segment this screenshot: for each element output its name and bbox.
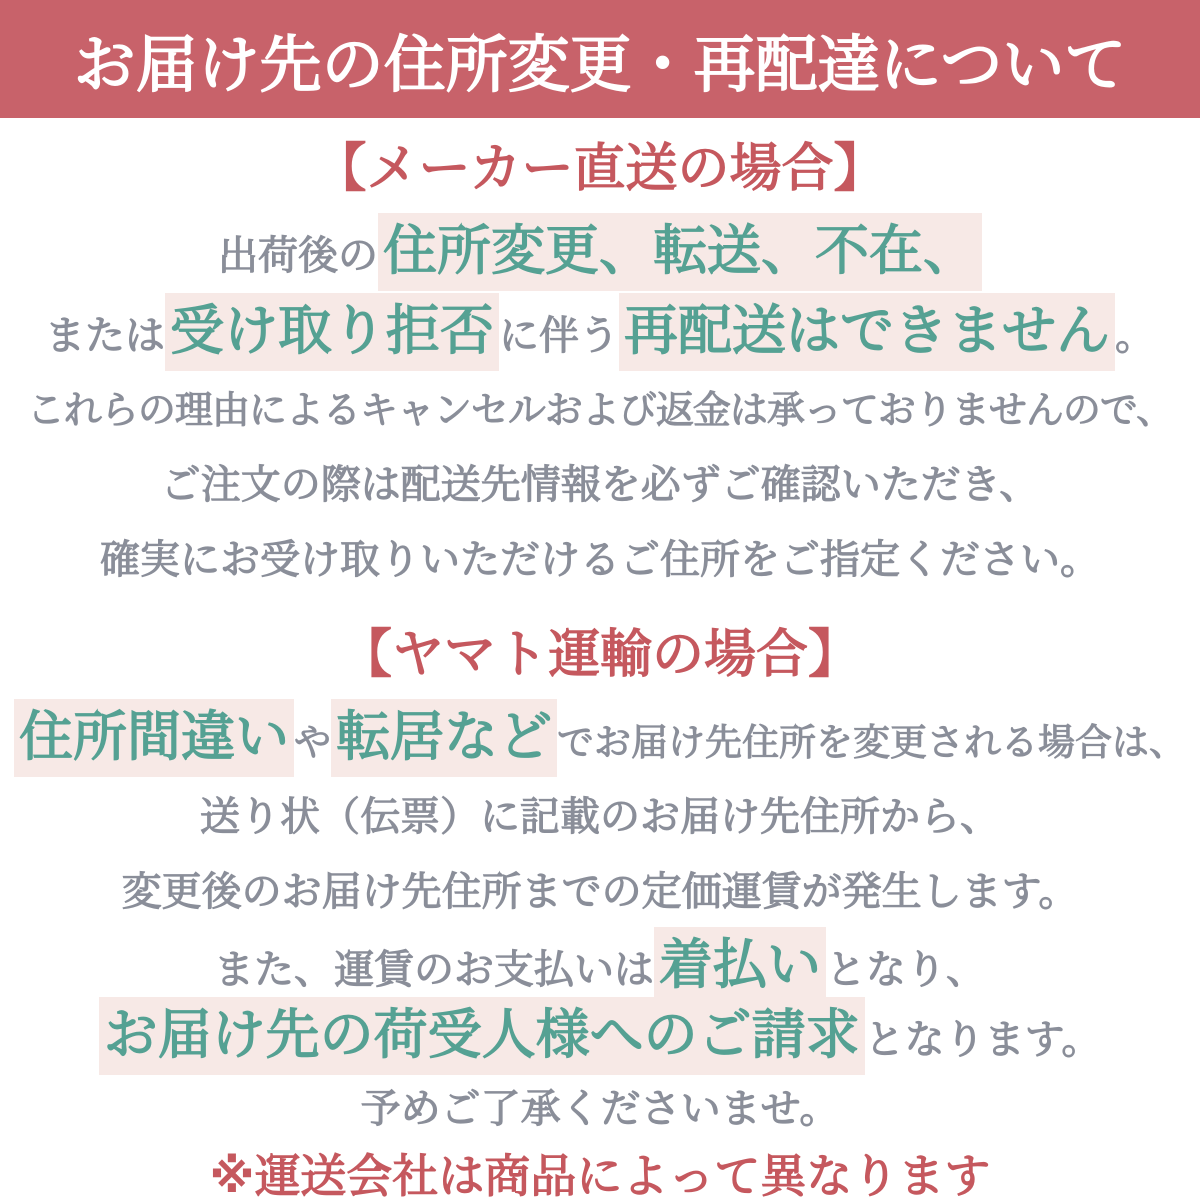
body-line bbox=[0, 384, 1200, 446]
text-segment: に伴う bbox=[499, 314, 619, 358]
text-segment: 出荷後の bbox=[218, 234, 378, 278]
text-segment: 予めご了承くださいませ。 bbox=[360, 1087, 840, 1131]
highlighted-segment: 着払い bbox=[654, 927, 826, 1005]
text-segment: 確実にお受け取りいただけるご住所をご指定ください。 bbox=[100, 538, 1100, 582]
body-line bbox=[0, 458, 1200, 521]
highlighted-segment: 住所変更、転送、不在、 bbox=[378, 213, 982, 291]
text-segment: ご注文の際は配送先情報を必ずご確認いただき、 bbox=[160, 463, 1040, 507]
page-title: お届け先の住所変更・再配達について bbox=[73, 30, 1127, 100]
text-segment: 送り状（伝票）に記載のお届け先住所から、 bbox=[200, 795, 1000, 839]
text-segment: 。 bbox=[1115, 314, 1155, 358]
body-line bbox=[0, 865, 1200, 928]
text-segment: でお届け先住所を変更される場合は、 bbox=[557, 722, 1186, 763]
highlighted-segment: 再配送はできません bbox=[619, 293, 1115, 371]
body-line bbox=[0, 790, 1200, 853]
text-segment: これらの理由によるキャンセルおよび返金は承っておりませんので、 bbox=[26, 390, 1174, 432]
highlighted-segment: 受け取り拒否 bbox=[165, 293, 499, 371]
highlighted-segment: 住所間違い bbox=[14, 699, 294, 777]
text-segment: 変更後のお届け先住所までの定価運賃が発生します。 bbox=[121, 870, 1079, 914]
text-segment: となります。 bbox=[864, 1018, 1102, 1062]
body-line bbox=[0, 1082, 1200, 1145]
body-line bbox=[0, 935, 1200, 1006]
page-banner bbox=[0, 0, 1200, 118]
text-segment: また、運賃のお支払いは bbox=[214, 948, 654, 992]
section-lines bbox=[0, 707, 1200, 1145]
body-line bbox=[0, 221, 1200, 292]
text-segment: となり、 bbox=[826, 948, 986, 992]
carrier-note: ※運送会社は商品によって異なります bbox=[209, 1150, 991, 1200]
section-lines bbox=[0, 221, 1200, 596]
section-heading: 【ヤマト運輸の場合】 bbox=[339, 626, 860, 684]
notice-section bbox=[0, 622, 1200, 1145]
section-heading: 【メーカー直送の場合】 bbox=[314, 140, 886, 198]
sections-container bbox=[0, 136, 1200, 1145]
body-line bbox=[0, 1005, 1200, 1076]
body-line bbox=[0, 301, 1200, 372]
highlighted-segment: お届け先の荷受人様へのご請求 bbox=[99, 997, 865, 1075]
text-segment: や bbox=[294, 722, 331, 763]
highlighted-segment: 転居など bbox=[331, 699, 557, 777]
notice-section bbox=[0, 136, 1200, 596]
body-line bbox=[0, 533, 1200, 596]
text-segment: または bbox=[45, 314, 165, 358]
body-line bbox=[0, 707, 1200, 778]
notice-body bbox=[0, 136, 1200, 1200]
